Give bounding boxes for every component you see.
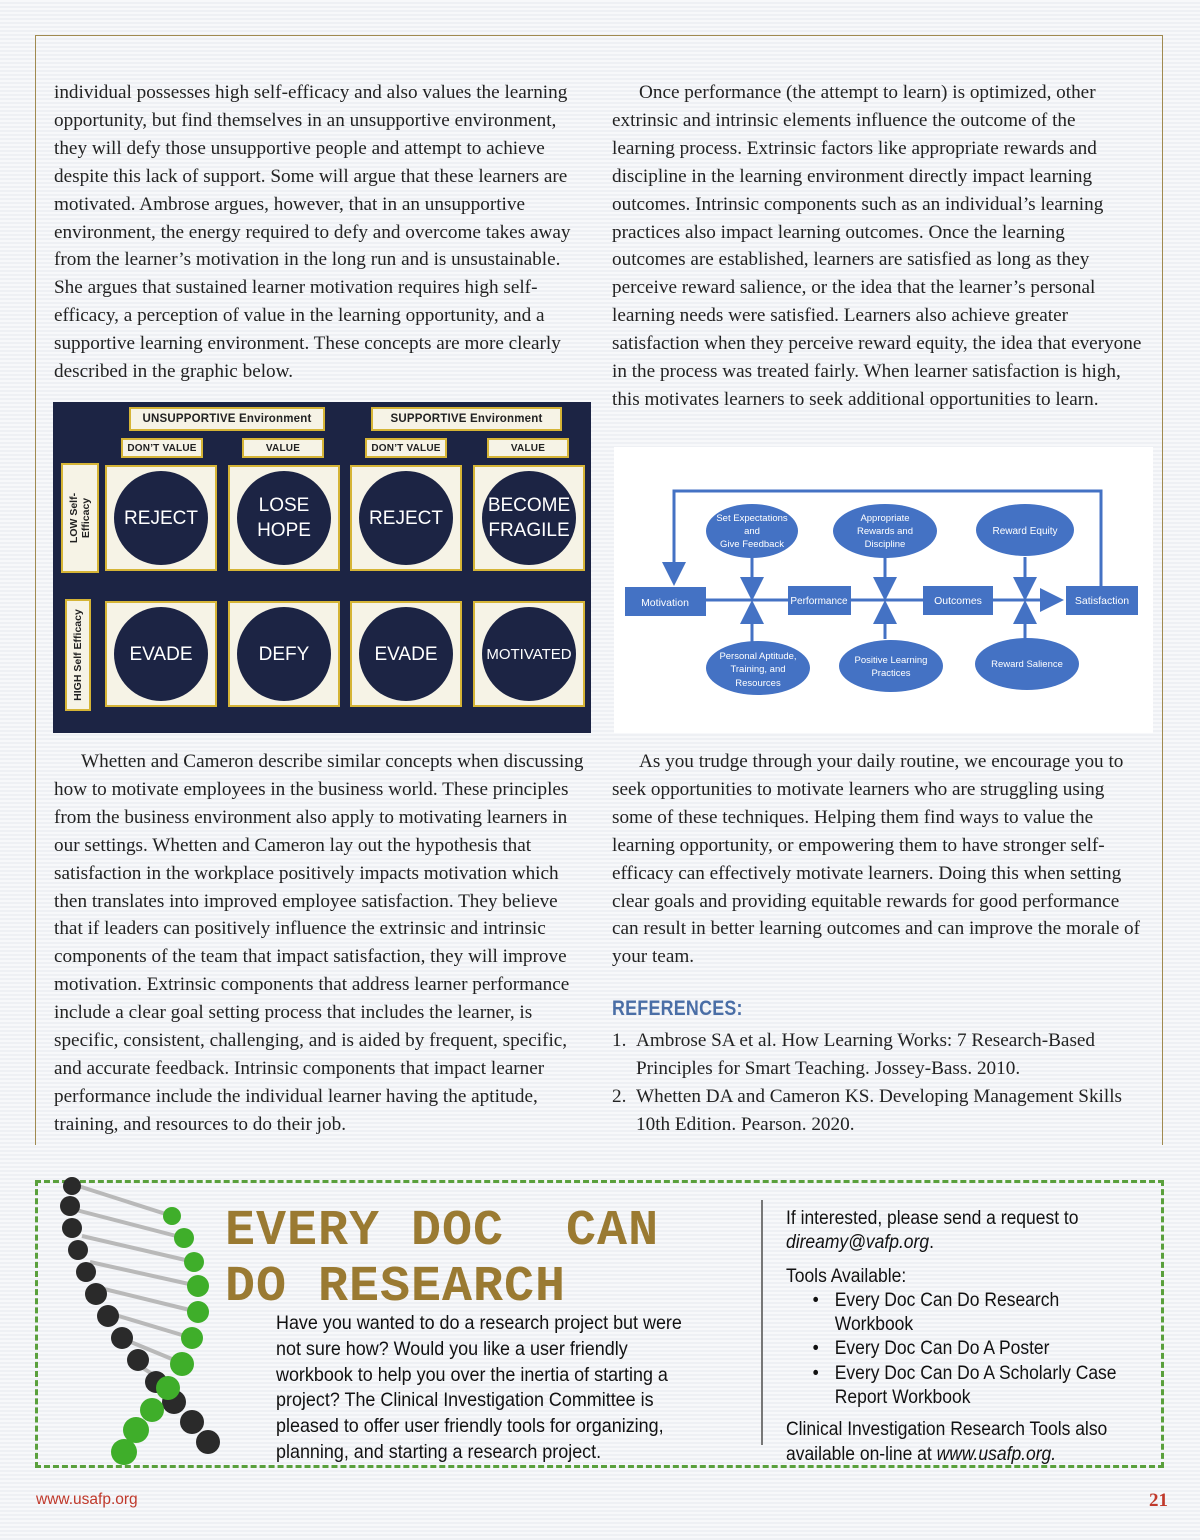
high-self-efficacy-text: HIGH Self Efficacy [72,609,84,701]
flow-svg [614,447,1153,733]
email-suffix: . [929,1232,934,1254]
dont-value-label: DON’T VALUE [365,438,447,458]
satisfaction-flow-diagram [614,447,1153,733]
tools-list [786,1289,1126,1410]
cell-reject: REJECT [114,471,208,565]
motivation-matrix-graphic [53,402,591,733]
value-label: VALUE [487,438,569,458]
personal-aptitude-line3: Resources [735,678,781,689]
references-list [612,1027,1152,1139]
cell-reject: REJECT [359,471,453,565]
body-paragraph: Whetten and Cameron describe similar concepts when discussing how to motivate employees in the business world. These principles from the business environment also apply to motivating learners in our settings. Whetten and Cameron lay out the hypothesis that satisfaction in the workplace positively impacts motivation which then translates into improved employee satisfaction. They believe that if leaders can positively influence the extrinsic and intrinsic components of the team that impact satisfaction, they will improve motivation. Extrinsic components that address learner performance include a clear goal setting process that includes the learner, is specific, consistent, challenging, and is aided by frequent, specific, and accurate feedback. Intrinsic components that impact learner performance include the individual learner having the aptitude, training, and resources to do their job. [54,751,584,1135]
cell-defy: DEFY [237,607,331,701]
body-paragraph: individual possesses high self-efficacy and also values the learning opportunity, but find themselves in an unsupportive environment, they will defy those unsupportive people and attempt to achieve despite this lack of support. Some will argue that these learners are motivated. Ambrose argues, however, that in an unsupportive environment, the energy required to defy and overcome takes away from the learner’s motivation in the long run and is unsustainable. She argues that sustained learner motivation requires high self-efficacy, a perception of value in the learning opportunity, and a supportive learning environment. These concepts are more clearly described in the graphic below. [54,82,571,383]
matrix-cell [228,601,340,707]
matrix-cell [105,465,217,571]
left-column-bottom [54,748,588,1139]
cell-motivated: MOTIVATED [482,607,576,701]
set-expectations-line1: Set Expectations [716,513,788,524]
tools-title: Tools Available: [786,1265,907,1287]
motivation-text: Motivation [641,597,689,609]
body-paragraph: As you trudge through your daily routine, we encourage you to seek opportunities to motivate learners who are struggling using some of these techniques. Helping them find ways to value the learning opportunity, or empowering them to have stronger self-efficacy can effectively motivate learners. Doing this when setting clear goals and providing equitable rewards for good performance can result in better learning outcomes and can improve the morale of your team. [612,751,1140,968]
page-number: 21 [1149,1490,1168,1511]
low-self-efficacy-label [61,463,99,573]
ad-title-line1: EVERY DOC CAN [225,1203,660,1260]
high-self-efficacy-label [65,599,91,711]
left-column-top [54,79,588,386]
matrix-cell [350,601,462,707]
matrix-cell [105,601,217,707]
reference-item [612,1083,1152,1139]
footer-url[interactable]: www.usafp.org [36,1491,138,1508]
positive-learning-line1: Positive Learning [854,655,928,666]
references-title: REFERENCES: [612,997,743,1020]
dna-helix-icon [52,1176,232,1476]
online-text [786,1418,1126,1467]
tool-item: • Every Doc Can Do A Scholarly Case Report Workbook [835,1362,1127,1411]
reference-text: Ambrose SA et al. How Learning Works: 7 Research-Based Principles for Smart Teaching. Jossey-Bass. 2010. [636,1030,1096,1079]
tool-item: • Every Doc Can Do A Poster [835,1337,1127,1361]
ad-title-line2: DO RESEARCH [225,1259,567,1316]
matrix-cell [350,465,462,571]
ad-title [225,1204,659,1316]
dont-value-label: DON’T VALUE [121,438,203,458]
request-text [786,1207,1126,1256]
cell-evade: EVADE [114,607,208,701]
low-self-efficacy-text: LOW Self- Efficacy [68,492,93,544]
matrix-cell [228,465,340,571]
reward-salience-text: Reward Salience [991,659,1063,670]
unsupportive-env-label: UNSUPPORTIVE Environment [129,407,325,431]
appropriate-rewards-line2: Rewards and [857,526,913,537]
reference-item [612,1027,1152,1083]
value-label: VALUE [242,438,324,458]
supportive-env-label: SUPPORTIVE Environment [371,407,562,431]
reference-text: Whetten DA and Cameron KS. Developing Management Skills 10th Edition. Pearson. 2020. [636,1085,1122,1135]
matrix-cell [473,465,585,571]
personal-aptitude-line2: Training, and [730,664,786,675]
body-paragraph: Once performance (the attempt to learn) is optimized, other extrinsic and intrinsic elements influence the outcome of the learning process. Extrinsic factors like appropriate rewards and discipline in the learning environment directly impact learning outcomes. Intrinsic components such as an individual’s learning practices also impact learning outcomes. Once the learning outcomes are established, learners are satisfied as long as they perceive reward salience, or the idea that the learner’s personal learning needs were satisfied. Learners also achieve greater satisfaction when they perceive reward equity, the idea that everyone in the process was treated fairly. When learner satisfaction is high, this motivates learners to seek additional opportunities to learn. [612,82,1142,410]
right-column-bottom [612,748,1142,971]
ad-info [786,1207,1126,1467]
reference-number: 2. [612,1085,627,1107]
set-expectations-line2: and [744,526,760,537]
cell-lose-hope: LOSE HOPE [237,471,331,565]
outcomes-text: Outcomes [934,595,982,607]
request-label: If interested, please send a request to [786,1208,1079,1229]
reference-number: 1. [612,1030,627,1051]
cell-become-fragile: BECOME FRAGILE [482,471,576,565]
appropriate-rewards-line1: Appropriate [860,513,910,524]
online-url-link[interactable]: www.usafp.org. [936,1443,1057,1465]
matrix-cell [473,601,585,707]
personal-aptitude-line1: Personal Aptitude, [719,651,797,662]
ad-divider [761,1200,763,1445]
online-label: Clinical Investigation Research Tools also available on-line at [786,1419,1108,1465]
ad-body: Have you wanted to do a research project but were not sure how? Would you like a user friendly workbook to help you over the inertia of starting a project? The Clinical Investigation Committee is pleased to offer user friendly tools for organizing, planning, and starting a research project. [276,1312,682,1463]
performance-text: Performance [790,596,848,607]
cell-evade: EVADE [359,607,453,701]
appropriate-rewards-line3: Discipline [864,539,906,550]
positive-learning-node [839,640,943,692]
set-expectations-line3: Give Feedback [720,539,784,550]
positive-learning-line2: Practices [871,668,911,679]
tool-item: • Every Doc Can Do Research Workbook [835,1289,1127,1338]
reward-equity-text: Reward Equity [992,526,1058,537]
contact-email-link[interactable]: direamy@vafp.org [786,1232,930,1254]
right-column-top [612,79,1142,414]
satisfaction-text: Satisfaction [1074,595,1130,607]
